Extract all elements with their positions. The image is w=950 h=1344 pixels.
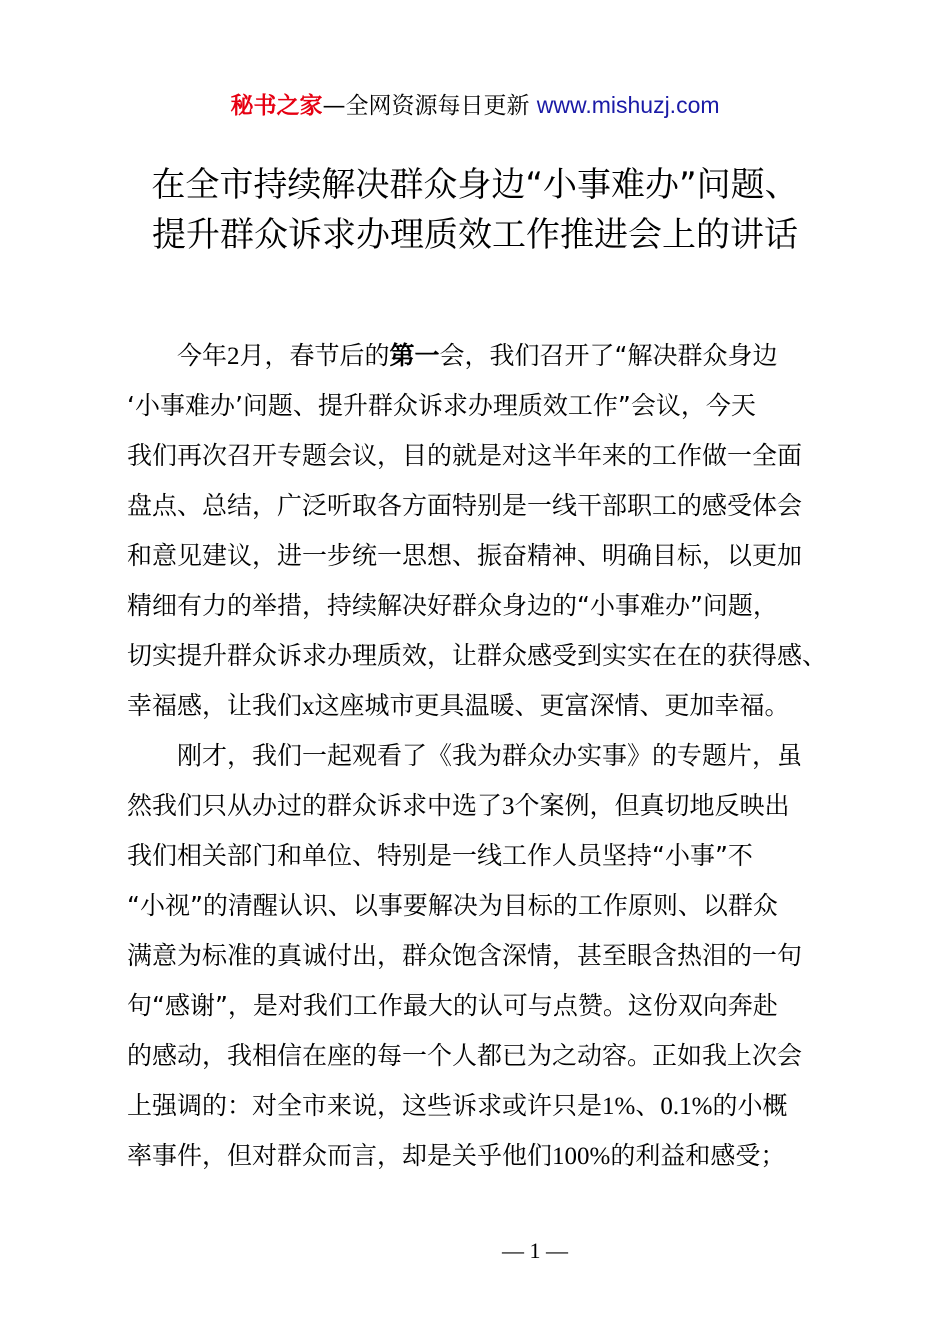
- paragraph-1-line: ‘小事难办’问题、提升群众诉求办理质效工作”会议，今天: [127, 391, 756, 420]
- paragraph-1-line: 切实提升群众诉求办理质效，让群众感受到实实在在的获得感、: [127, 641, 828, 670]
- paragraph-2-line: 我们相关部门和单位、特别是一线工作人员坚持“小事”不: [127, 841, 753, 870]
- number-run: 100%: [552, 1143, 611, 1170]
- title-line-2: 提升群众诉求办理质效工作推进会上的讲话: [152, 215, 798, 255]
- text-run: x: [302, 693, 315, 720]
- paragraph-2-line: “小视”的清醒认识、以事要解决为目标的工作原则、以群众: [127, 891, 778, 920]
- text-run: 率事件，但对群众而言，却是关乎他们: [127, 1141, 553, 1170]
- text-run: 月，春节后的: [239, 341, 390, 370]
- number-run: 1%: [602, 1093, 636, 1120]
- site-url-link[interactable]: www.mishuzj.com: [536, 92, 720, 118]
- number-run: 2: [227, 343, 240, 370]
- text-run: 然我们只从办过的群众诉求中选了: [127, 791, 503, 820]
- text-run: 会，我们召开了“解决群众身边: [439, 341, 778, 370]
- text-run: 这座城市更具温暖、更富深情、更加幸福。: [314, 691, 790, 720]
- text-run: 个案例，但真切地反映出: [514, 791, 790, 820]
- paragraph-1-line: 和意见建议，进一步统一思想、振奋精神、明确目标，以更加: [127, 541, 803, 570]
- paragraph-2-line: 的感动，我相信在座的每一个人都已为之动容。正如我上次会: [127, 1041, 803, 1070]
- paragraph-2-line: 句“感谢”，是对我们工作最大的认可与点赞。这份双向奔赴: [127, 991, 778, 1020]
- paragraph-2-line: [127, 1081, 837, 1131]
- document-title: [0, 160, 950, 260]
- paragraph-2-line: [127, 1131, 837, 1181]
- site-header: [0, 88, 950, 123]
- brand-name: 秘书之家: [230, 93, 323, 119]
- paragraph-2-line: [127, 781, 837, 831]
- number-run: 0.1%: [660, 1093, 713, 1120]
- text-run: 上强调的：对全市来说，这些诉求或许只是: [127, 1091, 603, 1120]
- paragraph-1-line: [127, 331, 837, 381]
- number-run: 3: [502, 793, 515, 820]
- page-number: — 1 —: [502, 1238, 568, 1263]
- header-tagline: —全网资源每日更新: [322, 93, 537, 119]
- bold-text-run: 第一: [389, 341, 440, 370]
- paragraph-2-line: 刚才，我们一起观看了《我为群众办实事》的专题片，虽: [177, 741, 803, 770]
- document-body: [127, 331, 837, 1181]
- text-run: 今年: [177, 341, 228, 370]
- text-run: 、: [635, 1091, 661, 1120]
- text-run: 的小概: [712, 1091, 788, 1120]
- paragraph-1-line: 我们再次召开专题会议，目的就是对这半年来的工作做一全面: [127, 441, 803, 470]
- paragraph-1-line: 盘点、总结，广泛听取各方面特别是一线干部职工的感受体会: [127, 491, 803, 520]
- paragraph-2-line: 满意为标准的真诚付出，群众饱含深情，甚至眼含热泪的一句: [127, 941, 803, 970]
- text-run: 的利益和感受；: [610, 1141, 786, 1170]
- title-line-1: 在全市持续解决群众身边“小事难办”问题、: [151, 165, 799, 205]
- paragraph-1-line: [127, 681, 837, 731]
- text-run: 幸福感，让我们: [127, 691, 303, 720]
- paragraph-1-line: 精细有力的举措，持续解决好群众身边的“小事难办”问题，: [127, 591, 778, 620]
